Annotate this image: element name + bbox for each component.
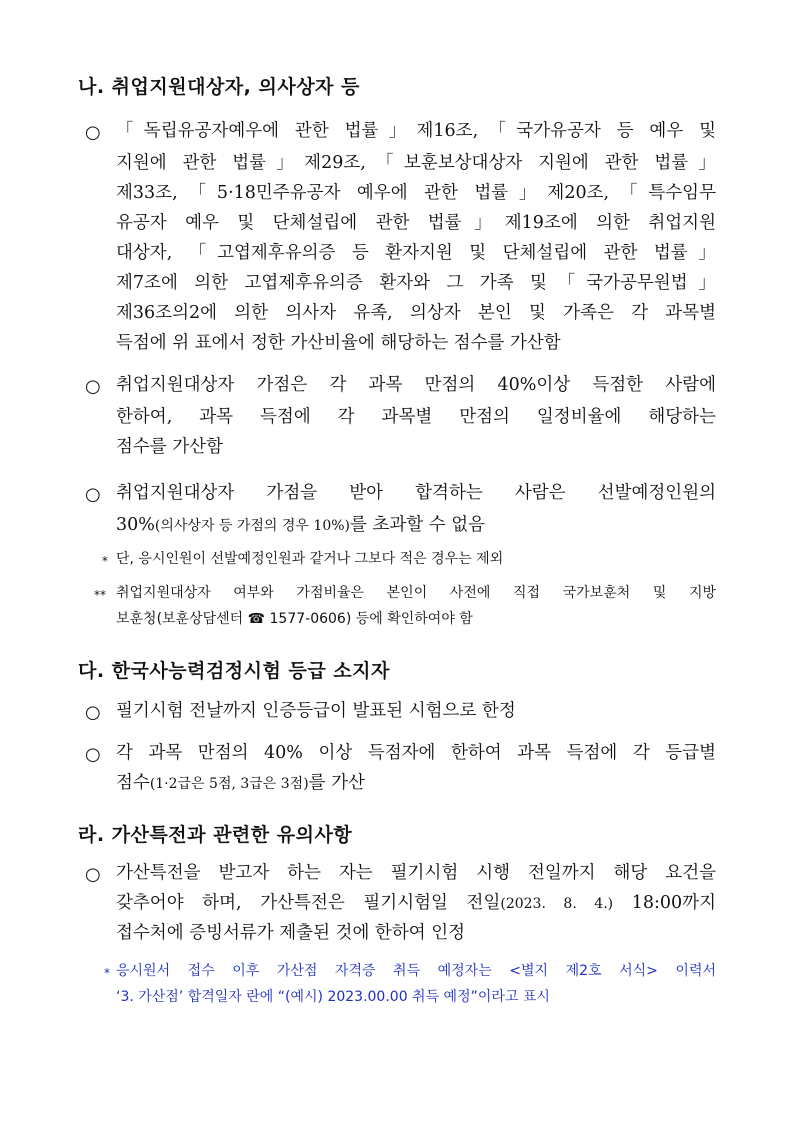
text-line: 한하여, 과목 득점에 각 과목별 만점의 일정비율에 해당하는: [116, 407, 716, 427]
text-line: [116, 892, 716, 915]
asterisk-mark: *: [102, 554, 108, 568]
text-line: 제7조에 의한 고엽제후유의증 환자와 그 가족 및「국가공무원법」: [116, 273, 716, 293]
bullet-icon: ○: [85, 702, 101, 723]
parenthetical-note: (의사상자 등 가점의 경우 10%): [154, 518, 350, 534]
text-fragment: 점수: [116, 773, 150, 793]
text-line: 각 과목 만점의 40% 이상 득점자에 한하여 과목 득점에 각 등급별: [116, 743, 716, 763]
text-line: [116, 514, 716, 537]
parenthetical-note: (1·2급은 5점, 3급은 3점): [149, 776, 309, 792]
text-line: 접수처에 증빙서류가 제출된 것에 한하여 인정: [116, 923, 466, 943]
note-line: 응시원서 접수 이후 가산점 자격증 취득 예정자는 <별지 제2호 서식> 이력서: [116, 963, 716, 979]
text-line: 제36조의2에 의한 의사자 유족, 의상자 본인 및 가족은 각 과목별: [116, 303, 716, 323]
note-line: 단, 응시인원이 선발예정인원과 같거나 그보다 적은 경우는 제외: [116, 551, 504, 567]
text-line: 득점에 위 표에서 정한 가산비율에 해당하는 점수를 가산함: [116, 333, 561, 353]
bullet-icon: ○: [85, 484, 101, 505]
text-line: 지원에 관한 법률」제29조,「보훈보상대상자 지원에 관한 법률」: [116, 153, 716, 173]
date-note: (2023. 8. 4.): [500, 896, 614, 912]
section-ra-heading: 라. 가산특전과 관련한 유의사항: [78, 824, 353, 846]
text-line: 점수를 가산함: [116, 437, 223, 457]
text-fragment: 갖추어야 하며, 가산특전은 필기시험일 전일: [116, 893, 501, 913]
bullet-icon: ○: [85, 122, 101, 143]
bullet-icon: ○: [85, 376, 101, 397]
text-line: 가산특전을 받고자 하는 자는 필기시험 시행 전일까지 해당 요건을: [116, 863, 716, 883]
note-line: ‘3. 가산점’ 합격일자 란에 “(예시) 2023.00.00 취득 예정”이라고 표시: [116, 989, 550, 1005]
section-da-heading: 다. 한국사능력검정시험 등급 소지자: [78, 660, 390, 682]
double-asterisk-mark: **: [94, 588, 106, 602]
note-line: 보훈청(보훈상담센터 ☎ 1577-0606) 등에 확인하여야 함: [116, 611, 473, 627]
text-line: 제33조,「5·18민주유공자 예우에 관한 법률」제20조,「특수임무: [116, 183, 716, 203]
text-line: 대상자, 「고엽제후유의증 등 환자지원 및 단체설립에 관한 법률」: [116, 243, 716, 263]
bullet-icon: ○: [85, 864, 101, 885]
note-line: 취업지원대상자 여부와 가점비율은 본인이 사전에 직접 국가보훈처 및 지방: [116, 585, 716, 601]
text-line: 취업지원대상자 가점은 각 과목 만점의 40%이상 득점한 사람에: [116, 375, 716, 395]
text-fragment: 18:00까지: [613, 893, 716, 913]
text-line: [116, 772, 716, 795]
asterisk-mark: *: [104, 966, 110, 980]
text-line: 유공자 예우 및 단체설립에 관한 법률」제19조에 의한 취업지원: [116, 213, 716, 233]
percent-value: 30%: [116, 515, 155, 535]
bullet-icon: ○: [85, 744, 101, 765]
section-na-heading: 나. 취업지원대상자, 의사상자 등: [78, 76, 360, 98]
text-line: 필기시험 전날까지 인증등급이 발표된 시험으로 한정: [116, 701, 516, 721]
text-line: 취업지원대상자 가점을 받아 합격하는 사람은 선발예정인원의: [116, 483, 716, 503]
text-line: 「독립유공자예우에 관한 법률」제16조,「국가유공자 등 예우 및: [116, 121, 716, 141]
text-fragment: 를 초과할 수 없음: [350, 515, 486, 535]
text-fragment: 를 가산: [308, 773, 365, 793]
